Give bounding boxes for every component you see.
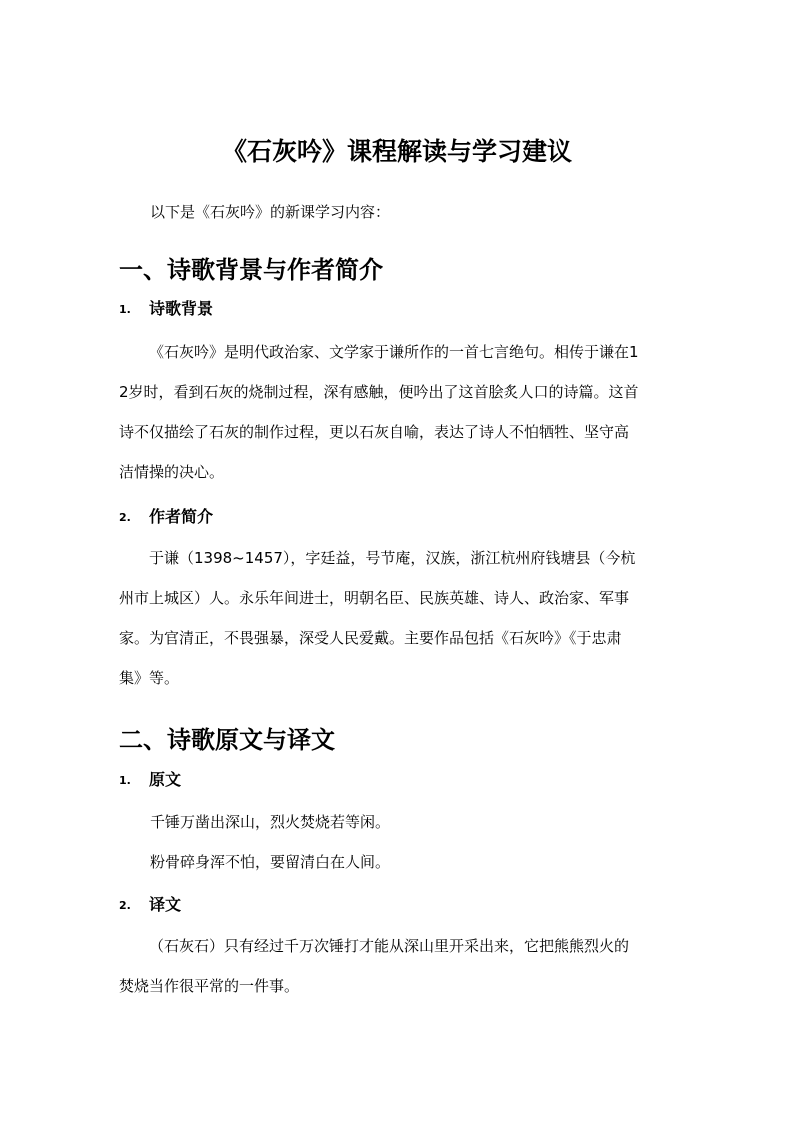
subheading-original-text [119,768,181,793]
paragraph-line: 集》等。 [119,669,180,687]
paragraph-poem-background [119,340,675,500]
subheading-label: 译文 [149,895,182,914]
subheading-poem-background [119,297,213,322]
paragraph-line: 2岁时，看到石灰的烧制过程，深有感触，便吟出了这首脍炙人口的诗篇。这首 [119,383,639,401]
paragraph-line: 于谦（1398~1457），字廷益，号节庵，汉族，浙江杭州府钱塘县（今杭 [149,549,636,567]
subheading-number: 1. [119,773,131,787]
subheading-number: 1. [119,302,131,316]
poem-original-text [150,810,390,890]
paragraph-translation [119,934,675,1014]
subheading-label: 原文 [149,770,182,789]
intro-text: 以下是《石灰吟》的新课学习内容： [150,203,391,221]
poem-line: 千锤万凿出深山，烈火焚烧若等闲。 [150,813,391,831]
subheading-number: 2. [119,510,131,524]
section-heading-text-translation: 二、诗歌原文与译文 [119,726,335,754]
subheading-label: 作者简介 [149,507,214,526]
paragraph-author-intro [119,546,675,706]
paragraph-line: 州市上城区）人。永乐年间进士，明朝名臣、民族英雄、诗人、政治家、军事 [119,589,630,607]
document-title: 《石灰吟》课程解读与学习建议 [221,137,572,166]
paragraph-line: 焚烧当作很平常的一件事。 [119,977,300,995]
subheading-number: 2. [119,898,131,912]
paragraph-line: 诗不仅描绘了石灰的制作过程，更以石灰自喻，表达了诗人不怕牺牲、坚守高 [119,423,630,441]
subheading-label: 诗歌背景 [149,299,214,318]
paragraph-line: 洁情操的决心。 [119,463,225,481]
subheading-author-intro [119,505,213,530]
paragraph-line: 《石灰吟》是明代政治家、文学家于谦所作的一首七言绝句。相传于谦在1 [149,343,639,361]
poem-line: 粉骨碎身浑不怕，要留清白在人间。 [150,853,391,871]
paragraph-line: （石灰石）只有经过千万次锤打才能从深山里开采出来，它把熊熊烈火的 [149,937,630,955]
subheading-translation [119,893,181,918]
section-heading-background: 一、诗歌背景与作者简介 [119,256,383,284]
paragraph-line: 家。为官清正，不畏强暴，深受人民爱戴。主要作品包括《石灰吟》《于忠肃 [119,629,622,647]
